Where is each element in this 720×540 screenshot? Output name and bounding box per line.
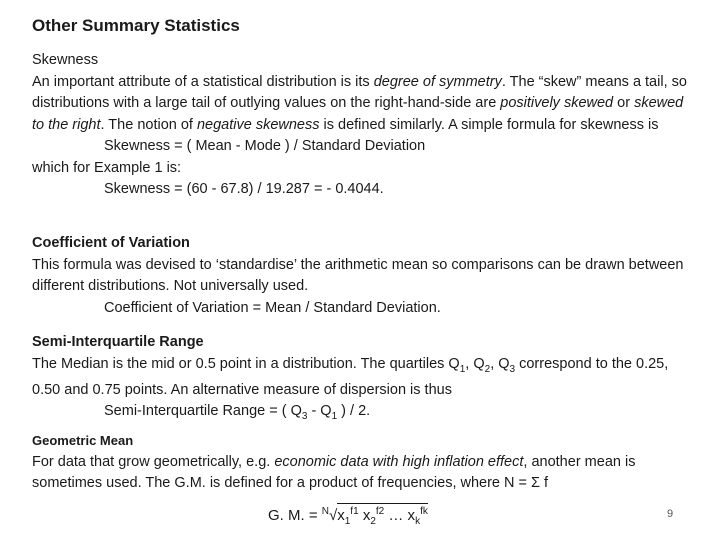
siqr-section (32, 332, 692, 428)
skewness-heading: Skewness (32, 52, 99, 68)
gm-section (32, 430, 692, 495)
cv-section (32, 233, 692, 319)
cv-formula: Coefficient of Variation = Mean / Standard Deviation. (104, 299, 441, 316)
gm-radicand: $x_1^{f1}$ $x_2^{f2}$ … $x_k^{fk}$ (337, 503, 428, 527)
siqr-description: The Median is the mid or 0.5 point in a distribution. The quartiles $Q_1$, $Q_2$, $Q_3$ correspond to the 0.25, 0.50 and 0.75 points. An alternative measure of dispersion is thus (32, 355, 669, 398)
skewness-formula: Skewness = ( Mean - Mode ) / Standard Deviation (104, 138, 426, 154)
siqr-formula: Semi-Interquartile Range = ( $Q_3 - Q_1$ ) / 2. (104, 403, 371, 423)
cv-description: This formula was devised to ‘standardise’ the arithmetic mean so comparisons can be drawn between different distributions. Not universally used. (32, 256, 684, 294)
siqr-heading: Semi-Interquartile Range (32, 334, 204, 350)
skewness-example-intro: which for Example 1 is: (32, 159, 182, 176)
skewness-section (32, 50, 692, 201)
page-number: 9 (667, 508, 674, 520)
gm-description: For data that grow geometrically, e.g. economic data with high inflation effect, another mean is sometimes used. The G.M. is defined for a product of frequencies, where N = Σ f (32, 453, 636, 491)
skewness-description: An important attribute of a statistical distribution is its degree of symmetry. The “skew” means a tail, so distributions with a large tail of outlying values on the right-hand-side are positively skewed or skewed to the right. The notion of negative skewness is defined similarly. A simple formula for skewness is (32, 73, 687, 133)
gm-heading: Geometric Mean (32, 433, 134, 448)
page-title: Other Summary Statistics (32, 16, 240, 35)
cv-heading: Coefficient of Variation (32, 235, 190, 251)
gm-formula: G. M. = $^N√x_1^{f1}$ $x_2^{f2}$ … $x_k^{fk}$ (268, 503, 428, 527)
skewness-example: Skewness = (60 - 67.8) / 19.287 = - 0.4044. (104, 181, 384, 197)
